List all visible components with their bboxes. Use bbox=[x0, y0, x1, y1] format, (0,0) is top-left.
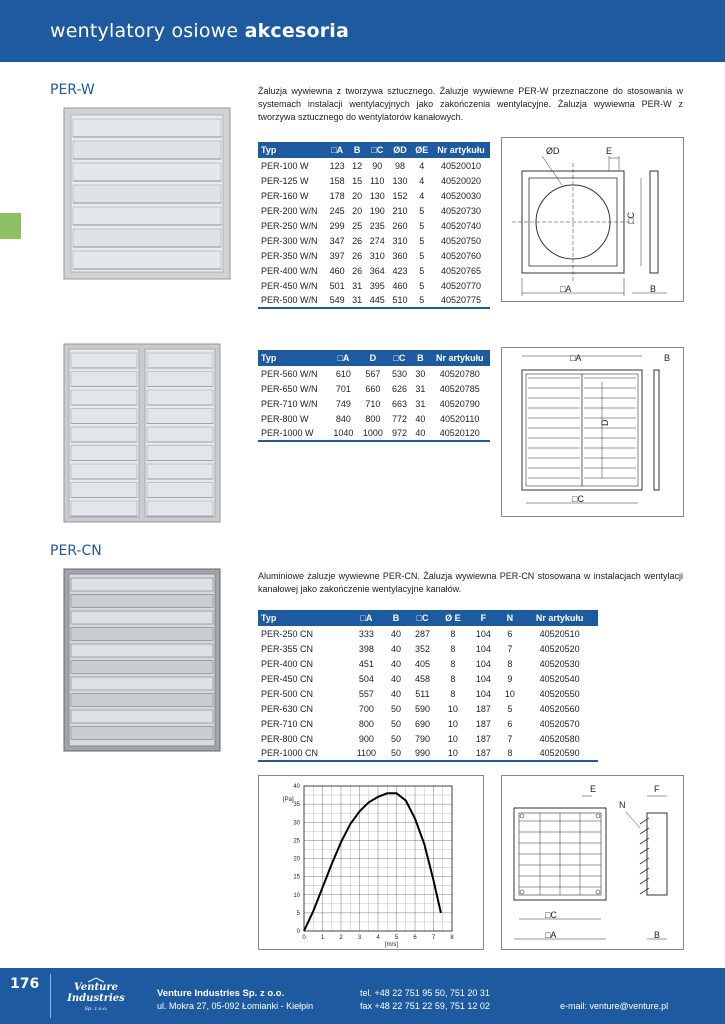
table-cell: 8 bbox=[507, 658, 513, 669]
chart-y-tick-label: 30 bbox=[293, 820, 300, 827]
drawing2-label-c: □C bbox=[572, 494, 584, 504]
table-cell: 50 bbox=[385, 746, 408, 761]
table-cell: 701 bbox=[335, 383, 351, 394]
table-cell: 123 bbox=[329, 160, 345, 171]
table-cell: 40520775 bbox=[432, 293, 490, 308]
table-cell: 900 bbox=[358, 733, 374, 744]
table-row bbox=[258, 701, 598, 716]
table-cell: PER-650 W/N bbox=[261, 383, 318, 394]
table-cell: 245 bbox=[329, 205, 345, 216]
table-cell: PER-355 CN bbox=[261, 643, 314, 654]
table-cell: 20 bbox=[352, 190, 363, 201]
table-cell: 9 bbox=[507, 673, 513, 684]
per-cn-description: Aluminiowe żaluzje wywiewne PER-CN. Żaluzja wywiewna PER-CN stosowana w instalacjach wentylacji kanałowej jako zakończenie wentylacyjne kanałów. bbox=[258, 571, 683, 594]
table-cell: PER-100 W bbox=[261, 160, 309, 171]
table-cell: 4 bbox=[419, 175, 425, 186]
table-cell: 31 bbox=[349, 293, 366, 308]
table-header-cell: B bbox=[385, 610, 408, 626]
footer-tel: tel. +48 22 751 95 50, 751 20 31 bbox=[360, 988, 490, 998]
table-row bbox=[258, 293, 490, 308]
table-cell: 626 bbox=[391, 383, 407, 394]
table-header-cell: ØD bbox=[389, 142, 412, 158]
table-cell: PER-200 W/N bbox=[261, 205, 318, 216]
table-header-cell: □C bbox=[388, 350, 412, 366]
table-cell: 8 bbox=[498, 746, 521, 761]
table-cell: 5 bbox=[507, 703, 513, 714]
table-cell: 5 bbox=[419, 235, 425, 246]
table-row bbox=[258, 248, 490, 263]
table-row bbox=[258, 278, 490, 293]
table-header-cell: Ø E bbox=[438, 610, 469, 626]
table-cell: 460 bbox=[392, 280, 408, 291]
table-cell: PER-710 CN bbox=[261, 718, 314, 729]
chart-x-tick-label: 5 bbox=[394, 935, 399, 941]
chart-y-tick-label: 5 bbox=[296, 910, 300, 917]
table-cell: 5 bbox=[419, 250, 425, 261]
table-cell: 8 bbox=[450, 688, 456, 699]
table-cell: 310 bbox=[392, 235, 408, 246]
table-cell: 10 bbox=[447, 733, 458, 744]
footer-address: ul. Mokra 27, 05-092 Łomianki - Kiełpin bbox=[157, 1001, 314, 1011]
table-cell: 511 bbox=[415, 688, 430, 699]
table-cell: 50 bbox=[390, 718, 401, 729]
table-header-cell: □A bbox=[348, 610, 384, 626]
table-cell: 20 bbox=[352, 205, 363, 216]
table-row bbox=[258, 426, 490, 441]
table-cell: 130 bbox=[392, 175, 408, 186]
table-cell: PER-400 CN bbox=[261, 658, 314, 669]
table-cell: 12 bbox=[352, 160, 363, 171]
table-header-cell: N bbox=[498, 610, 521, 626]
chart-x-tick-label: 4 bbox=[376, 935, 380, 941]
drawing1-label-a: □A bbox=[560, 284, 572, 294]
per-cn-photo bbox=[63, 568, 221, 752]
table-cell: 40 bbox=[390, 688, 401, 699]
table-row bbox=[258, 671, 598, 686]
table-cell: 40520730 bbox=[440, 205, 482, 216]
per-cn-table bbox=[258, 610, 598, 762]
table-header-cell: □A bbox=[326, 142, 349, 158]
table-cell: 90 bbox=[372, 160, 383, 171]
drawing2-label-a: □A bbox=[570, 353, 582, 363]
table-cell: 190 bbox=[369, 205, 385, 216]
table-cell: 8 bbox=[450, 643, 456, 654]
table-cell: PER-160 W bbox=[261, 190, 309, 201]
table-row bbox=[258, 731, 598, 746]
table-cell: 347 bbox=[329, 235, 345, 246]
table-cell: 40520110 bbox=[440, 413, 480, 424]
table-row bbox=[258, 188, 490, 203]
drawing1-label-b: B bbox=[650, 284, 657, 294]
table-cell: 451 bbox=[358, 658, 374, 669]
table-cell: 710 bbox=[365, 398, 381, 409]
table-header-cell: Typ bbox=[258, 350, 329, 366]
table-cell: 972 bbox=[388, 426, 412, 441]
table-cell: 5 bbox=[419, 205, 425, 216]
table-header-cell: Nr artykułu bbox=[521, 610, 598, 626]
table-cell: PER-250 W/N bbox=[261, 220, 318, 231]
chart-y-unit: [Pa] bbox=[283, 797, 294, 803]
table-cell: 130 bbox=[369, 190, 385, 201]
table-header-cell: Typ bbox=[258, 610, 348, 626]
page-number: 176 bbox=[10, 976, 40, 992]
table-cell: 187 bbox=[475, 718, 491, 729]
table-cell: 5 bbox=[419, 220, 425, 231]
logo-text-spzoo: Sp. z o.o. bbox=[84, 1006, 108, 1012]
table-cell: 4 bbox=[419, 190, 425, 201]
table-cell: 50 bbox=[390, 733, 401, 744]
table-cell: 610 bbox=[335, 368, 351, 379]
table-cell: 423 bbox=[392, 265, 408, 276]
table-cell: 40520570 bbox=[539, 718, 580, 729]
logo-text-venture: Venture bbox=[74, 982, 118, 993]
table-cell: 40520530 bbox=[539, 658, 580, 669]
table-cell: 287 bbox=[414, 628, 430, 639]
drawing2-label-d: D bbox=[600, 419, 610, 426]
table-cell: 405 bbox=[414, 658, 430, 669]
footer-email[interactable]: e-mail: venture@venture.pl bbox=[560, 1001, 669, 1011]
table-cell: 530 bbox=[391, 368, 407, 379]
table-cell: 30 bbox=[415, 368, 426, 379]
table-cell: PER-250 CN bbox=[261, 628, 314, 639]
table-cell: 25 bbox=[352, 220, 363, 231]
table-row bbox=[258, 746, 598, 761]
table-cell: 333 bbox=[358, 628, 374, 639]
table-cell: PER-450 W/N bbox=[261, 280, 318, 291]
table-cell: 26 bbox=[352, 235, 363, 246]
chart-y-tick-label: 0 bbox=[296, 929, 300, 935]
table-cell: 31 bbox=[352, 280, 363, 291]
table-cell: 749 bbox=[335, 398, 351, 409]
cn-drawing-label-f: F bbox=[654, 784, 660, 794]
table-cell: 178 bbox=[329, 190, 345, 201]
table-cell: 352 bbox=[414, 643, 430, 654]
table-cell: 104 bbox=[475, 673, 491, 684]
table-cell: 567 bbox=[365, 368, 381, 379]
table-row bbox=[258, 686, 598, 701]
table-cell: 40520785 bbox=[439, 383, 480, 394]
table-cell: 40 bbox=[390, 658, 401, 669]
table-cell: 10 bbox=[504, 688, 515, 699]
table-cell: 7 bbox=[507, 733, 513, 744]
table-cell: PER-1000 W bbox=[258, 426, 329, 441]
table-cell: 8 bbox=[450, 658, 456, 669]
table-header-cell: D bbox=[358, 350, 387, 366]
footer-fax: fax +48 22 751 22 59, 751 12 02 bbox=[360, 1001, 490, 1011]
table-cell: 40520770 bbox=[440, 280, 482, 291]
table-cell: 40520790 bbox=[439, 398, 480, 409]
table-cell: 31 bbox=[415, 383, 426, 394]
logo-text-industries: Industries bbox=[67, 993, 125, 1004]
table-cell: 40520120 bbox=[429, 426, 490, 441]
chart-y-tick-label: 35 bbox=[293, 802, 300, 809]
table-cell: 397 bbox=[329, 250, 345, 261]
table-cell: 1000 bbox=[358, 426, 387, 441]
table-cell: 395 bbox=[369, 280, 385, 291]
table-cell: 40520590 bbox=[521, 746, 598, 761]
table-header-cell: □A bbox=[329, 350, 358, 366]
table-header-cell: B bbox=[349, 142, 366, 158]
table-cell: 800 bbox=[358, 718, 374, 729]
table-header-cell: □C bbox=[366, 142, 389, 158]
table-row bbox=[258, 233, 490, 248]
table-cell: 6 bbox=[507, 628, 513, 639]
table-cell: 398 bbox=[358, 643, 374, 654]
table-cell: PER-560 W/N bbox=[261, 368, 318, 379]
chart-y-tick-label: 25 bbox=[293, 838, 300, 845]
table-header-cell: Nr artykułu bbox=[432, 142, 490, 158]
table-cell: 98 bbox=[395, 160, 406, 171]
page-footer bbox=[0, 968, 725, 1024]
table-cell: 800 bbox=[365, 413, 381, 424]
chart-y-tick-label: 15 bbox=[293, 874, 300, 881]
chart-x-tick-label: 1 bbox=[320, 935, 325, 941]
table-cell: 40520550 bbox=[539, 688, 580, 699]
table-cell: 663 bbox=[391, 398, 407, 409]
table-row bbox=[258, 626, 598, 641]
table-cell: PER-1000 CN bbox=[258, 746, 348, 761]
table-cell: 7 bbox=[507, 643, 513, 654]
per-w-drawing-1 bbox=[501, 137, 684, 302]
chart-x-tick-label: 2 bbox=[339, 935, 343, 941]
table-row bbox=[258, 203, 490, 218]
table-cell: 40520765 bbox=[440, 265, 482, 276]
title-prefix: wentylatory osiowe bbox=[50, 20, 239, 42]
table-row bbox=[258, 396, 490, 411]
table-cell: PER-450 CN bbox=[261, 673, 314, 684]
drawing2-label-b: B bbox=[664, 353, 671, 363]
table-cell: 210 bbox=[392, 205, 408, 216]
table-cell: PER-500 W/N bbox=[258, 293, 326, 308]
chart-x-tick-label: 3 bbox=[357, 935, 362, 941]
drawing1-label-c: □C bbox=[626, 212, 636, 224]
company-logo bbox=[66, 977, 126, 1017]
table-row bbox=[258, 411, 490, 426]
per-cn-title: PER-CN bbox=[50, 543, 102, 559]
per-w-photo bbox=[63, 107, 231, 280]
table-cell: PER-630 CN bbox=[261, 703, 314, 714]
table-cell: 10 bbox=[438, 746, 469, 761]
table-cell: 4 bbox=[419, 160, 425, 171]
table-cell: 504 bbox=[358, 673, 374, 684]
per-cn-drawing bbox=[501, 775, 684, 950]
table-row bbox=[258, 716, 598, 731]
table-cell: PER-350 W/N bbox=[261, 250, 318, 261]
table-cell: 510 bbox=[389, 293, 412, 308]
table-cell: 10 bbox=[447, 718, 458, 729]
table-cell: 10 bbox=[447, 703, 458, 714]
table-row bbox=[258, 656, 598, 671]
table-cell: 299 bbox=[329, 220, 345, 231]
table-cell: 6 bbox=[507, 718, 513, 729]
chart-series-line bbox=[304, 793, 441, 931]
table-cell: 104 bbox=[475, 628, 491, 639]
table-cell: 31 bbox=[415, 398, 426, 409]
chart-y-tick-label: 10 bbox=[293, 892, 300, 899]
table-cell: PER-800 W bbox=[261, 413, 309, 424]
table-cell: 557 bbox=[358, 688, 374, 699]
table-cell: 40520510 bbox=[539, 628, 580, 639]
section-tab-marker bbox=[0, 213, 21, 239]
table-cell: 8 bbox=[450, 628, 456, 639]
table-cell: 152 bbox=[392, 190, 408, 201]
chart-x-tick-label: 7 bbox=[431, 935, 436, 941]
chart-y-tick-label: 40 bbox=[293, 784, 300, 790]
table-cell: 40 bbox=[415, 413, 426, 424]
per-w-large-table bbox=[258, 350, 490, 442]
table-cell: 40520540 bbox=[539, 673, 580, 684]
table-cell: 700 bbox=[358, 703, 374, 714]
table-cell: 458 bbox=[414, 673, 430, 684]
per-w-large-photo bbox=[63, 343, 221, 523]
table-row bbox=[258, 173, 490, 188]
table-cell: 40 bbox=[390, 643, 401, 654]
table-row bbox=[258, 366, 490, 381]
table-cell: 40520750 bbox=[440, 235, 482, 246]
chart-x-tick-label: 0 bbox=[302, 935, 306, 941]
table-cell: 104 bbox=[475, 688, 491, 699]
table-cell: PER-710 W/N bbox=[261, 398, 318, 409]
table-cell: 26 bbox=[352, 265, 363, 276]
page-header bbox=[0, 0, 725, 62]
table-cell: 990 bbox=[407, 746, 437, 761]
table-header-cell: B bbox=[411, 350, 429, 366]
table-cell: 8 bbox=[450, 673, 456, 684]
table-cell: 40520780 bbox=[439, 368, 480, 379]
per-cn-chart bbox=[258, 775, 484, 950]
table-cell: PER-800 CN bbox=[261, 733, 314, 744]
table-cell: PER-300 W/N bbox=[261, 235, 318, 246]
table-cell: PER-500 CN bbox=[261, 688, 314, 699]
table-cell: 40520030 bbox=[440, 190, 482, 201]
chart-y-tick-label: 20 bbox=[293, 856, 300, 863]
table-cell: 26 bbox=[352, 250, 363, 261]
cn-drawing-label-n: N bbox=[619, 800, 626, 810]
table-cell: 501 bbox=[329, 280, 345, 291]
chart-x-tick-label: 6 bbox=[413, 935, 417, 941]
table-cell: PER-125 W bbox=[261, 175, 309, 186]
table-header-cell: Nr artykułu bbox=[429, 350, 490, 366]
footer-divider bbox=[50, 974, 51, 1018]
table-cell: 790 bbox=[414, 733, 430, 744]
table-row bbox=[258, 381, 490, 396]
chart-x-tick-label: 8 bbox=[450, 935, 454, 941]
table-cell: 5 bbox=[419, 265, 425, 276]
per-w-drawing-2 bbox=[501, 347, 684, 517]
table-row bbox=[258, 158, 490, 173]
table-cell: 690 bbox=[414, 718, 430, 729]
table-cell: 260 bbox=[392, 220, 408, 231]
table-cell: 360 bbox=[392, 250, 408, 261]
table-cell: 840 bbox=[335, 413, 351, 424]
footer-company: Venture Industries Sp. z o.o. bbox=[157, 988, 285, 999]
table-cell: 40520020 bbox=[440, 175, 482, 186]
table-cell: PER-400 W/N bbox=[261, 265, 318, 276]
table-cell: 15 bbox=[352, 175, 363, 186]
table-cell: 235 bbox=[369, 220, 385, 231]
table-header-cell: □C bbox=[407, 610, 437, 626]
table-cell: 40 bbox=[411, 426, 429, 441]
table-cell: 40520560 bbox=[539, 703, 580, 714]
table-cell: 187 bbox=[475, 733, 491, 744]
table-cell: 158 bbox=[329, 175, 345, 186]
table-cell: 590 bbox=[414, 703, 430, 714]
table-cell: 110 bbox=[370, 175, 385, 186]
table-cell: 40520740 bbox=[440, 220, 482, 231]
per-w-title: PER-W bbox=[50, 82, 95, 98]
table-cell: 40520520 bbox=[539, 643, 580, 654]
table-cell: 1100 bbox=[348, 746, 384, 761]
table-cell: 460 bbox=[329, 265, 345, 276]
drawing1-label-e: E bbox=[606, 146, 613, 156]
table-cell: 445 bbox=[366, 293, 389, 308]
table-header-cell: Typ bbox=[258, 142, 326, 158]
table-cell: 104 bbox=[475, 658, 491, 669]
title-bold: akcesoria bbox=[244, 20, 350, 42]
table-cell: 310 bbox=[369, 250, 385, 261]
table-cell: 40520580 bbox=[539, 733, 580, 744]
table-row bbox=[258, 218, 490, 233]
table-cell: 549 bbox=[326, 293, 349, 308]
table-row bbox=[258, 263, 490, 278]
cn-drawing-label-e: E bbox=[590, 784, 597, 794]
table-cell: 274 bbox=[369, 235, 385, 246]
per-w-description: Żaluzja wywiewna z tworzywa sztucznego. Żaluzje wywiewne PER-W przeznaczone do stosowania w systemach instalacji wentylacyjnych jako zakończenia wentylacyjne. Żaluzja wywiewna PER-W z tworzywa sztucznego do wentylatorów kanałowych. bbox=[258, 86, 683, 122]
table-row bbox=[258, 641, 598, 656]
table-cell: 40 bbox=[390, 628, 401, 639]
page-title bbox=[50, 20, 349, 42]
table-cell: 660 bbox=[365, 383, 381, 394]
drawing1-label-d: ØD bbox=[546, 146, 560, 156]
table-cell: 5 bbox=[411, 293, 432, 308]
table-cell: 772 bbox=[391, 413, 407, 424]
cn-drawing-label-c: □C bbox=[545, 910, 557, 920]
per-w-table bbox=[258, 142, 490, 309]
table-cell: 40 bbox=[390, 673, 401, 684]
table-cell: 364 bbox=[369, 265, 385, 276]
cn-drawing-label-a: □A bbox=[545, 930, 557, 940]
table-cell: 5 bbox=[419, 280, 425, 291]
table-cell: 187 bbox=[475, 703, 491, 714]
cn-drawing-label-b: B bbox=[654, 930, 661, 940]
table-cell: 50 bbox=[390, 703, 401, 714]
table-cell: 104 bbox=[475, 643, 491, 654]
table-cell: 40520760 bbox=[440, 250, 482, 261]
table-cell: 40520010 bbox=[440, 160, 482, 171]
chart-x-unit: [m/s] bbox=[385, 942, 398, 948]
table-cell: 1040 bbox=[329, 426, 358, 441]
table-cell: 187 bbox=[468, 746, 498, 761]
table-header-cell: ØE bbox=[411, 142, 432, 158]
table-header-cell: F bbox=[468, 610, 498, 626]
